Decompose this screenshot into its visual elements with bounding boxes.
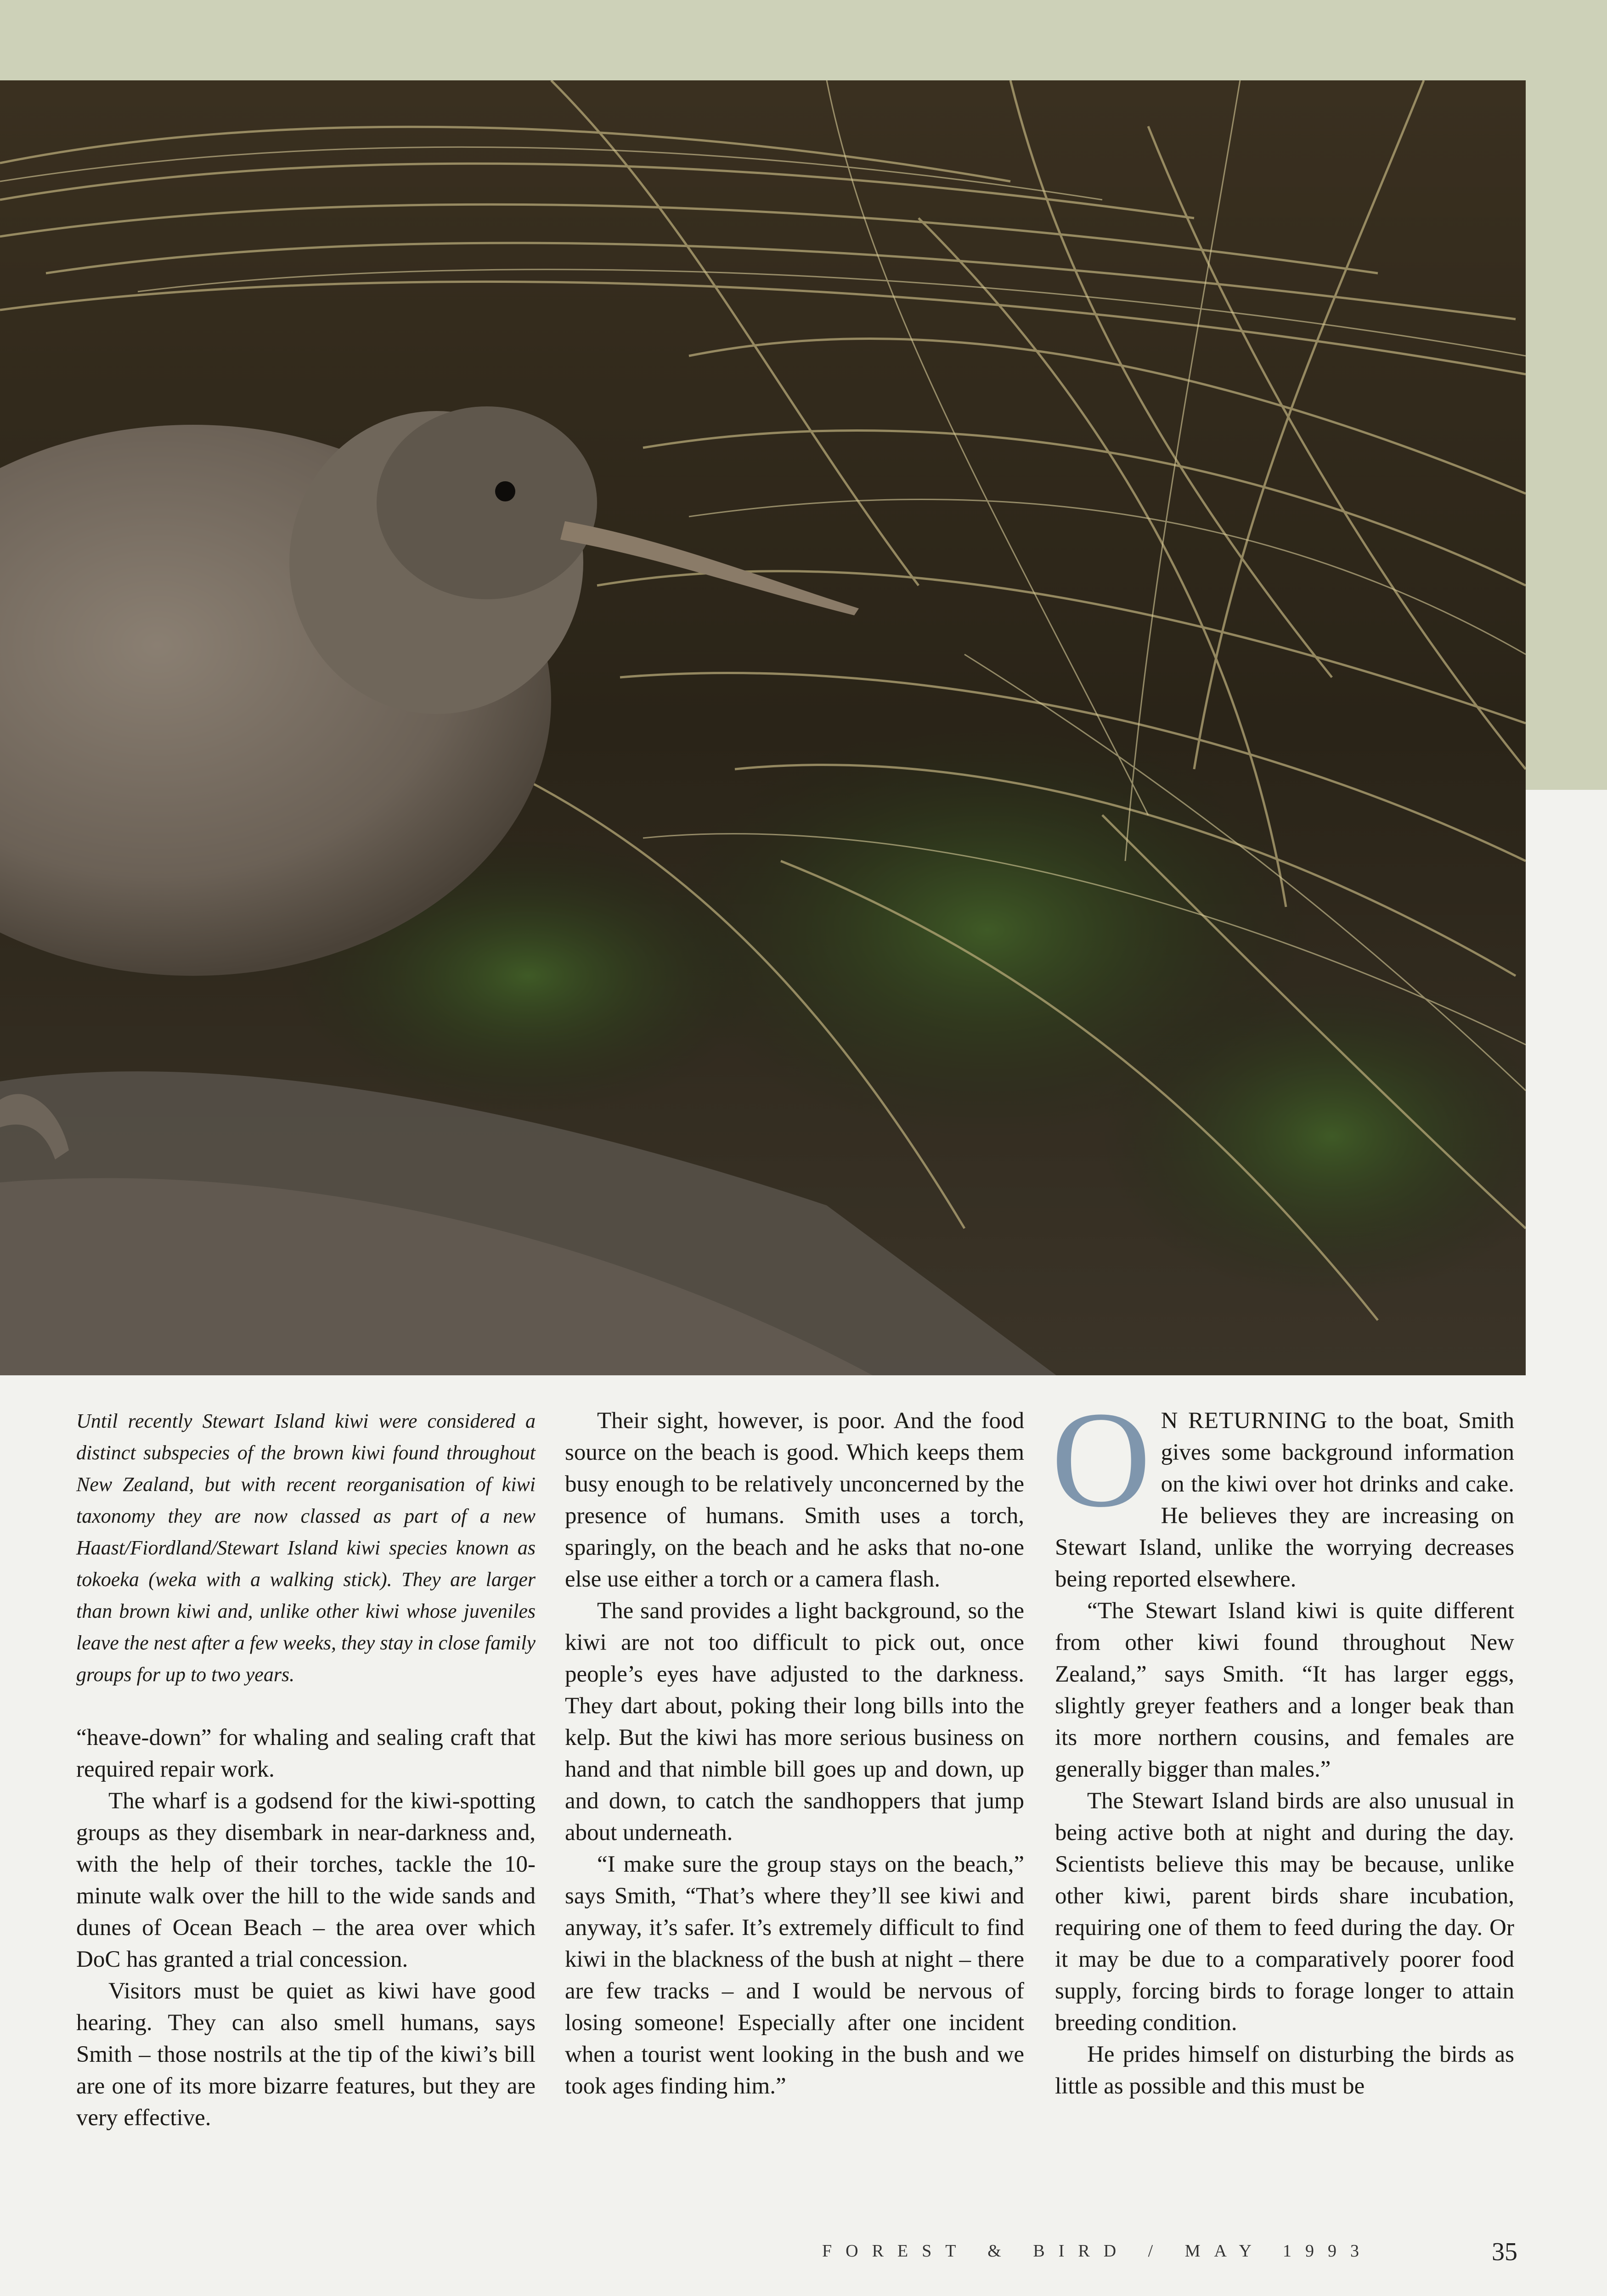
top-sage-band bbox=[0, 0, 1607, 80]
kiwi-photo bbox=[0, 80, 1526, 1375]
drop-cap: O bbox=[1051, 1383, 1151, 1536]
body-paragraph: “heave-down” for whaling and sealing craft that required repair work. bbox=[76, 1725, 536, 1782]
kiwi-eye bbox=[495, 481, 515, 501]
column-2 bbox=[565, 1405, 1024, 2102]
side-sage-band bbox=[1526, 0, 1607, 790]
body-paragraph: He prides himself on disturbing the birds as little as possible and this must be bbox=[1055, 2042, 1514, 2099]
body-paragraph-lead bbox=[1051, 1383, 1514, 1595]
column-3 bbox=[1051, 1383, 1514, 2102]
body-paragraph: “I make sure the group stays on the beach,” says Smith, “That’s where they’ll see kiwi and anyway, it’s safer. It’s extremely difficult to find kiwi in the blackness of the bush at night – there are few tracks – and I would be nervous of losing someone! Especially after one incident when a tourist went looking in the bush and we took ages finding him.” bbox=[565, 1851, 1024, 2099]
photo-caption: Until recently Stewart Island kiwi were considered a distinct subspecies of the brown kiwi found throughout New Zealand, but with recent reorganisation of kiwi taxonomy they are now classed as part of a new Haast/Fiordland/Stewart Island kiwi species known as tokoeka (weka with a walking stick). They are larger than brown kiwi and, unlike other kiwi whose juveniles leave the nest after a few weeks, they stay in close family groups for up to two years. bbox=[76, 1410, 536, 1686]
body-paragraph: “The Stewart Island kiwi is quite different from other kiwi found throughout New Zealand,” says Smith. “It has larger eggs, slightly greyer feathers and a longer beak than its more northern cousins, and females are generally bigger than males.” bbox=[1055, 1598, 1514, 1782]
body-paragraph: Their sight, however, is poor. And the food source on the beach is good. Which keeps them busy enough to be relatively unconcerned by the presence of humans. Smith uses a torch, sparingly, on the beach and he asks that no-one else use either a torch or a camera flash. bbox=[565, 1408, 1024, 1592]
body-paragraph: Visitors must be quiet as kiwi have good hearing. They can also smell humans, says Smith – those nostrils at the tip of the kiwi’s bill are one of its more bizarre features, but they are very effective. bbox=[76, 1978, 536, 2131]
running-footer: FOREST & BIRD / MAY 1993 bbox=[822, 2241, 1373, 2261]
body-paragraph: The Stewart Island birds are also unusual in being active both at night and during the day. Scientists believe this may be because, unlike other kiwi, parent birds share incubation, requiring one of them to feed during the day. Or it may be due to a comparatively poorer food supply, forcing birds to forage longer to attain breeding condition. bbox=[1055, 1788, 1514, 2036]
body-paragraph: The wharf is a godsend for the kiwi-spotting groups as they disembark in near-darkness and, with the help of their torches, tackle the 10-minute walk over the hill to the wide sands and dunes of Ocean Beach – the area over which DoC has granted a trial concession. bbox=[76, 1788, 536, 1972]
column-1 bbox=[76, 1405, 536, 2134]
page-number: 35 bbox=[1492, 2238, 1517, 2266]
lead-in: N RETURNING bbox=[1161, 1408, 1328, 1434]
kiwi-head bbox=[377, 406, 597, 599]
body-paragraph: The sand provides a light background, so the kiwi are not too difficult to pick out, once people’s eyes have adjusted to the darkness. They dart about, poking their long bills into the kelp. But the kiwi has more serious business on hand and that nimble bill goes up and down, up and down, to catch the sandhoppers that jump about underneath. bbox=[565, 1598, 1024, 1846]
lead-rest: to the boat, Smith gives some background information on the kiwi over hot drinks and cake. He believes they are increasing on Stewart Island, unlike the worrying decreases being reported elsewhere. bbox=[1055, 1408, 1514, 1592]
